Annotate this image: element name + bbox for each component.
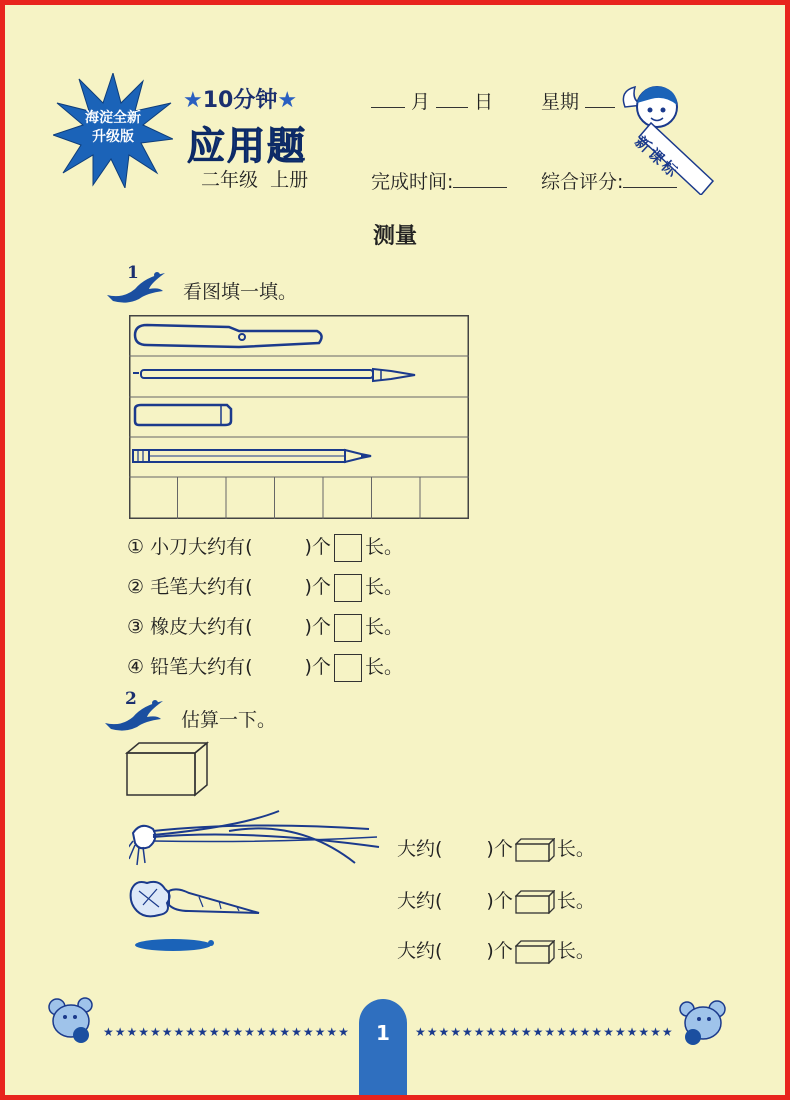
time-field: 完成时间: bbox=[371, 167, 507, 194]
section-instruction: 估算一下。 bbox=[181, 709, 277, 731]
measurement-grid bbox=[129, 315, 469, 519]
page-title: 测量 bbox=[372, 224, 417, 249]
section-number: 1 bbox=[127, 263, 139, 283]
footer-stars-right: ★★★★★★★★★★★★★★★★★★★★★★ bbox=[415, 1025, 674, 1039]
grade-label: 二年级 上册 bbox=[201, 169, 309, 191]
series-title: 应用题 bbox=[187, 124, 308, 168]
sign-text: 新课标 bbox=[631, 132, 684, 183]
green-onion-icon bbox=[129, 807, 381, 869]
mouse-icon bbox=[673, 997, 729, 1047]
page-number: 1 bbox=[376, 1021, 390, 1045]
caterpillar-icon bbox=[133, 935, 217, 955]
question-brush: ② 毛笔大约有( )个 长。 bbox=[127, 572, 403, 602]
page-number-tab bbox=[359, 999, 407, 1099]
section-number: 2 bbox=[125, 689, 137, 709]
date-field: 月 日 bbox=[371, 87, 493, 114]
score-field: 综合评分: bbox=[541, 167, 677, 194]
unit-square-icon bbox=[334, 654, 362, 682]
star-icon: ★ bbox=[183, 88, 203, 113]
estimate-caterpillar: 大约( )个 长。 bbox=[397, 940, 595, 962]
unit-square-icon bbox=[334, 534, 362, 562]
estimate-onion: 大约( )个 长。 bbox=[397, 838, 595, 860]
eraser-icon bbox=[135, 405, 231, 425]
time-blank[interactable] bbox=[453, 169, 507, 188]
month-blank[interactable] bbox=[371, 89, 405, 108]
badge-text: 海淀全新 升级版 bbox=[85, 110, 141, 145]
question-knife: ① 小刀大约有( )个 长。 bbox=[127, 532, 403, 562]
mouse-icon bbox=[45, 995, 101, 1045]
weekday-blank[interactable] bbox=[585, 89, 615, 108]
section-instruction: 看图填一填。 bbox=[183, 281, 298, 303]
knife-icon bbox=[135, 325, 322, 347]
question-pencil: ④ 铅笔大约有( )个 长。 bbox=[127, 652, 403, 682]
series-title-small: ★10分钟★ bbox=[183, 88, 298, 113]
unit-square-icon bbox=[334, 574, 362, 602]
brush-pen-icon bbox=[133, 369, 415, 381]
star-icon: ★ bbox=[277, 88, 298, 113]
pencil-icon bbox=[133, 450, 371, 462]
unit-cube-icon bbox=[515, 890, 555, 914]
carrot-icon bbox=[129, 877, 263, 919]
footer-stars-left: ★★★★★★★★★★★★★★★★★★★★★ bbox=[103, 1025, 350, 1039]
day-blank[interactable] bbox=[436, 89, 468, 108]
weekday-field: 星期 bbox=[541, 87, 615, 114]
question-eraser: ③ 橡皮大约有( )个 长。 bbox=[127, 612, 403, 642]
estimate-carrot: 大约( )个 长。 bbox=[397, 890, 595, 912]
unit-square-icon bbox=[334, 614, 362, 642]
unit-cube-icon bbox=[123, 739, 209, 797]
unit-cube-icon bbox=[515, 940, 555, 964]
unit-cube-icon bbox=[515, 838, 555, 862]
